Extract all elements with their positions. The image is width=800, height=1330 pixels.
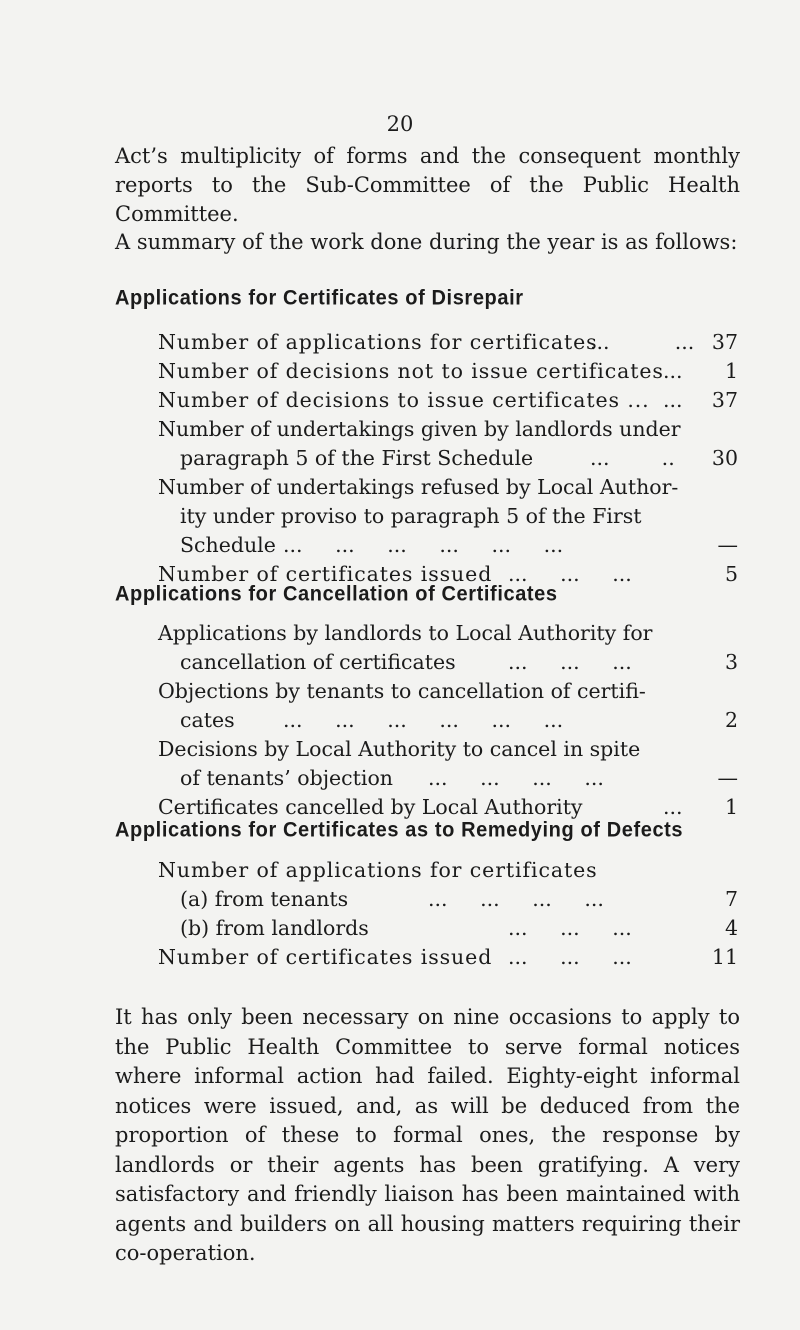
row-label: of tenants’ objection [180,766,394,790]
row-value: — [717,533,738,557]
dot-leader: ... [663,388,683,412]
table-row [158,386,740,415]
table-row [158,735,740,764]
dot-leader: ... .. [590,446,675,470]
dot-leader: ... ... ... [508,562,632,586]
row-value: 37 [711,388,738,412]
dot-leader: ... ... ... ... [428,766,604,790]
cancellation-table [158,619,740,822]
dot-leader: ... ... ... [508,650,632,674]
row-label: Number of decisions not to issue certificates [158,359,664,383]
row-label: cancellation of certificates [180,650,456,674]
table-row [158,856,740,885]
section-heading-cancellation: Applications for Cancellation of Certificates [115,582,558,606]
row-label: Number of applications for certificates [158,330,598,354]
closing-paragraph: It has only been necessary on nine occasions to apply to the Public Health Committee to serve formal notices where informal action had failed. Eighty-eight informal notices were issued, and, as will be deduced from the proportion of these to formal ones, the response by landlords or their agents has been gratifying. A very satisfactory and friendly liaison has been maintained with agents and builders on all housing matters requiring their co-operation. [115,1005,740,1265]
row-label: paragraph 5 of the First Schedule [180,446,534,470]
dot-leader: ... ... ... ... ... ... [283,533,564,557]
row-label: Applications by landlords to Local Authority for [158,621,653,645]
table-row [158,885,740,914]
row-value: 1 [724,359,738,383]
row-label: ity under proviso to paragraph 5 of the First [180,504,642,528]
summary-intro: A summary of the work done during the year is as follows: [115,230,738,254]
dot-leader: ... ... ... [508,916,632,940]
row-value: 37 [711,330,738,354]
table-row [158,357,740,386]
table-row [158,943,740,972]
table-row [158,444,740,473]
row-label: Number of applications for certificates [158,858,598,882]
row-value: 4 [724,916,738,940]
row-value: 3 [724,650,738,674]
row-label: Number of certificates issued [158,562,493,586]
remedying-defects-table [158,856,740,972]
table-row [158,914,740,943]
table-row [158,531,740,560]
dot-leader: ... [663,359,683,383]
row-label: Number of certificates issued [158,945,493,969]
row-value: 1 [724,795,738,819]
row-value: 5 [724,562,738,586]
table-row [158,473,740,502]
table-row [158,764,740,793]
table-row [158,706,740,735]
disrepair-table [158,328,740,589]
row-label: (b) from landlords [180,916,369,940]
dot-leader: ... ... ... [508,945,632,969]
table-row [158,415,740,444]
page-number: 20 [386,112,414,136]
dot-leader: ... ... ... ... ... ... [283,708,564,732]
row-value: — [717,766,738,790]
dot-leader: ... [663,795,683,819]
row-label: Decisions by Local Authority to cancel in spite [158,737,641,761]
row-value: 30 [711,446,738,470]
row-label: Objections by tenants to cancellation of certifi- [158,679,646,703]
dot-leader: ... ... ... ... [428,887,604,911]
row-label: cates [180,708,235,732]
row-label: Schedule [180,533,276,557]
section-heading-remedying-defects: Applications for Certificates as to Remedying of Defects [115,818,684,842]
row-label: Number of undertakings refused by Local Author- [158,475,679,499]
table-row [158,677,740,706]
row-label: Number of decisions to issue certificates ... [158,388,650,412]
dot-leader: ... ... [590,330,695,354]
row-value: 2 [724,708,738,732]
row-label: Certificates cancelled by Local Authority [158,795,583,819]
intro-paragraph: Act’s multiplicity of forms and the consequent monthly reports to the Sub-Committee of the Public Health Committee. [115,144,740,226]
row-label: (a) from tenants [180,887,349,911]
table-row [158,619,740,648]
table-row [158,328,740,357]
row-value: 7 [724,887,738,911]
table-row [158,648,740,677]
section-heading-disrepair: Applications for Certificates of Disrepair [115,286,524,310]
row-value: 11 [711,945,738,969]
table-row [158,502,740,531]
row-label: Number of undertakings given by landlords under [158,417,681,441]
